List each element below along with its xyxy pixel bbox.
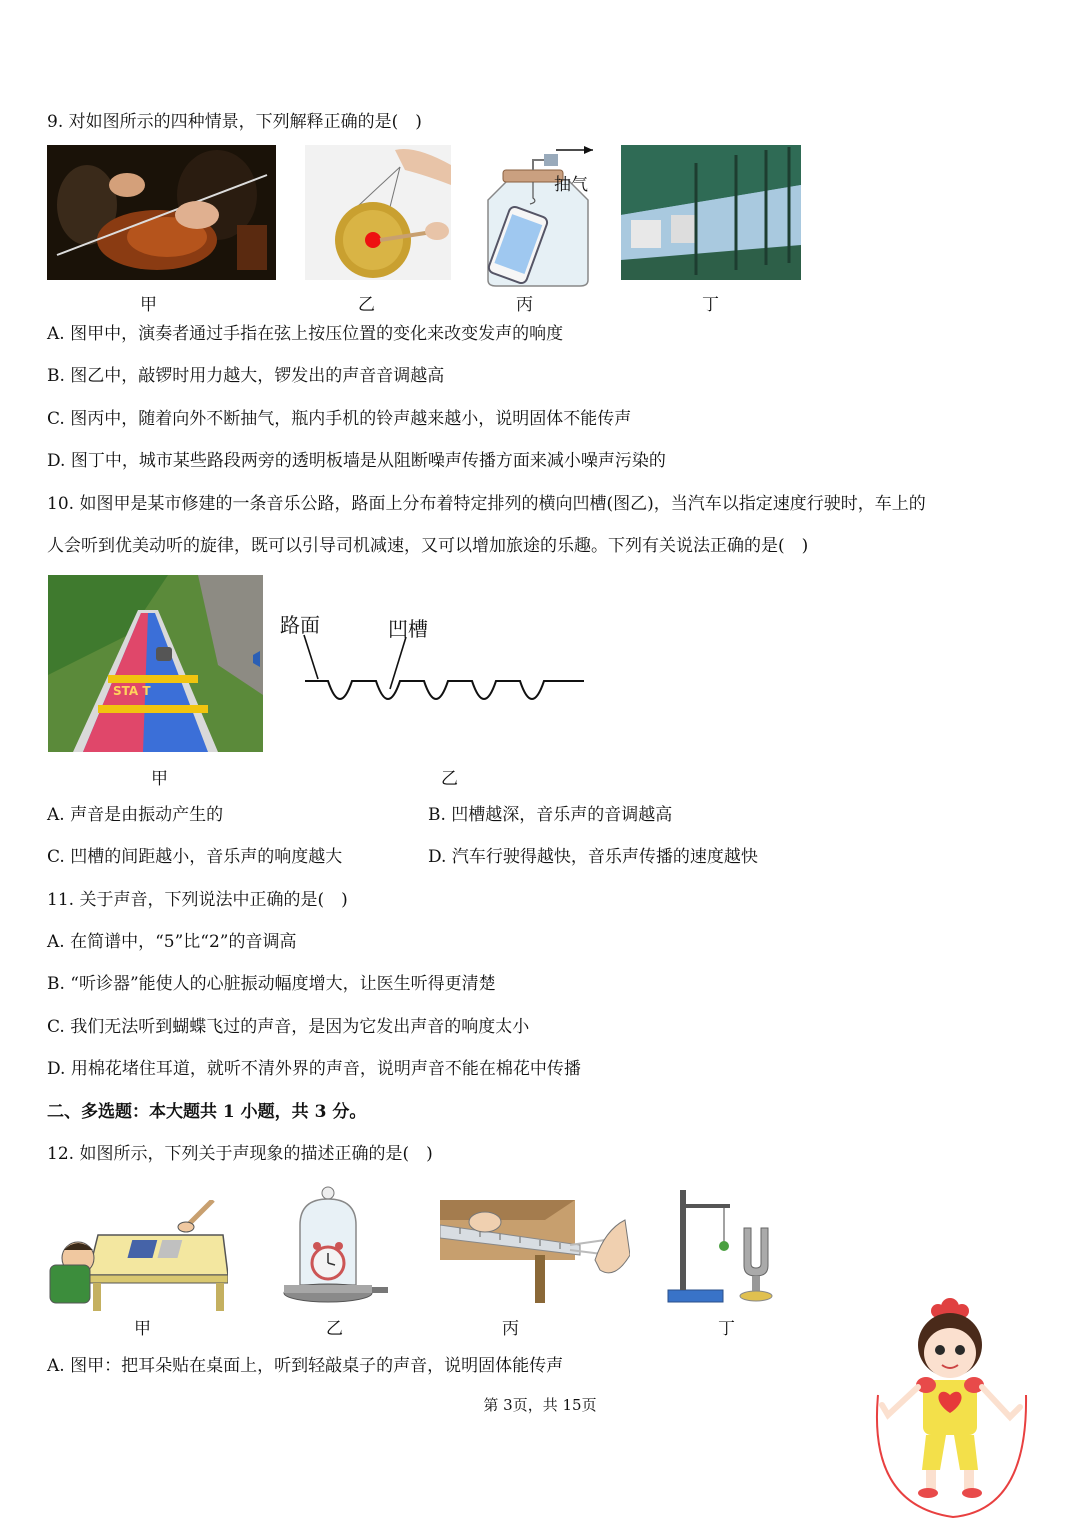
q11-option-d: D. 用棉花堵住耳道，就听不清外界的声音，说明声音不能在棉花中传播 bbox=[47, 1059, 581, 1079]
q11-option-c: C. 我们无法听到蝴蝶飞过的声音，是因为它发出声音的响度太小 bbox=[47, 1017, 530, 1037]
road-start-text: STA T bbox=[113, 684, 151, 698]
q12-caption-ding: 丁 bbox=[718, 1319, 735, 1339]
bell-jar-clock-drawing bbox=[282, 1185, 394, 1310]
q9-option-d: D. 图丁中，城市某些路段两旁的透明板墙是从阻断噪声传播方面来减小噪声污染的 bbox=[47, 451, 666, 471]
jar-phone-diagram bbox=[478, 140, 603, 288]
music-road-photo bbox=[48, 575, 263, 752]
q10-option-b: B. 凹槽越深，音乐声的音调越高 bbox=[428, 805, 673, 825]
q12-caption-jia: 甲 bbox=[134, 1319, 151, 1339]
q9-option-a: A. 图甲中，演奏者通过手指在弦上按压位置的变化来改变发声的响度 bbox=[47, 324, 564, 344]
jump-rope-girl-decoration bbox=[868, 1295, 1033, 1520]
q9-stem: 9. 对如图所示的四种情景，下列解释正确的是( ) bbox=[47, 112, 422, 132]
q9-option-c: C. 图丙中，随着向外不断抽气，瓶内手机的铃声越来越小，说明固体不能传声 bbox=[47, 409, 632, 429]
ear-on-table-drawing bbox=[48, 1200, 228, 1312]
ruler-table-drawing bbox=[440, 1200, 630, 1305]
q12-option-a: A. 图甲：把耳朵贴在桌面上，听到轻敲桌子的声音，说明固体能传声 bbox=[47, 1356, 564, 1376]
section2-heading: 二、多选题：本大题共 1 小题，共 3 分。 bbox=[47, 1102, 367, 1122]
noise-barrier-photo bbox=[621, 145, 801, 280]
q11-option-a: A. 在简谱中，“5”比“2”的音调高 bbox=[47, 932, 297, 952]
q9-caption-yi: 乙 bbox=[358, 295, 375, 315]
q9-caption-bing: 丙 bbox=[516, 295, 533, 315]
q10-option-c: C. 凹槽的间距越小，音乐声的响度越大 bbox=[47, 847, 343, 867]
q10-option-d: D. 汽车行驶得越快，音乐声传播的速度越快 bbox=[428, 847, 758, 867]
q11-option-b: B. “听诊器”能使人的心脏振动幅度增大，让医生听得更清楚 bbox=[47, 974, 496, 994]
pump-label: 抽气 bbox=[554, 175, 588, 195]
q12-caption-bing: 丙 bbox=[502, 1319, 519, 1339]
q10-caption-yi: 乙 bbox=[441, 769, 458, 789]
q9-caption-ding: 丁 bbox=[702, 295, 719, 315]
q11-stem: 11. 关于声音，下列说法中正确的是( ) bbox=[47, 890, 348, 910]
label-groove: 凹槽 bbox=[388, 617, 428, 641]
q12-caption-yi: 乙 bbox=[326, 1319, 343, 1339]
label-road-surface: 路面 bbox=[280, 613, 320, 637]
page-footer: 第 3页，共 15页 bbox=[483, 1396, 597, 1414]
violin-photo bbox=[47, 145, 276, 280]
tuning-fork-drawing bbox=[666, 1188, 781, 1308]
q10-stem-line1: 10. 如图甲是某市修建的一条音乐公路，路面上分布着特定排列的横向凹槽(图乙)，当汽车以指定速度行驶时，车上的 bbox=[47, 494, 926, 514]
q10-stem-line2: 人会听到优美动听的旋律，既可以引导司机减速，又可以增加旅途的乐趣。下列有关说法正确的是( ) bbox=[47, 536, 809, 556]
q10-option-a: A. 声音是由振动产生的 bbox=[47, 805, 224, 825]
q12-stem: 12. 如图所示，下列关于声现象的描述正确的是( ) bbox=[47, 1144, 433, 1164]
q10-caption-jia: 甲 bbox=[151, 769, 168, 789]
groove-diagram bbox=[280, 605, 590, 705]
q9-option-b: B. 图乙中，敲锣时用力越大，锣发出的声音音调越高 bbox=[47, 366, 445, 386]
q9-caption-jia: 甲 bbox=[140, 295, 157, 315]
gong-photo bbox=[305, 145, 451, 280]
